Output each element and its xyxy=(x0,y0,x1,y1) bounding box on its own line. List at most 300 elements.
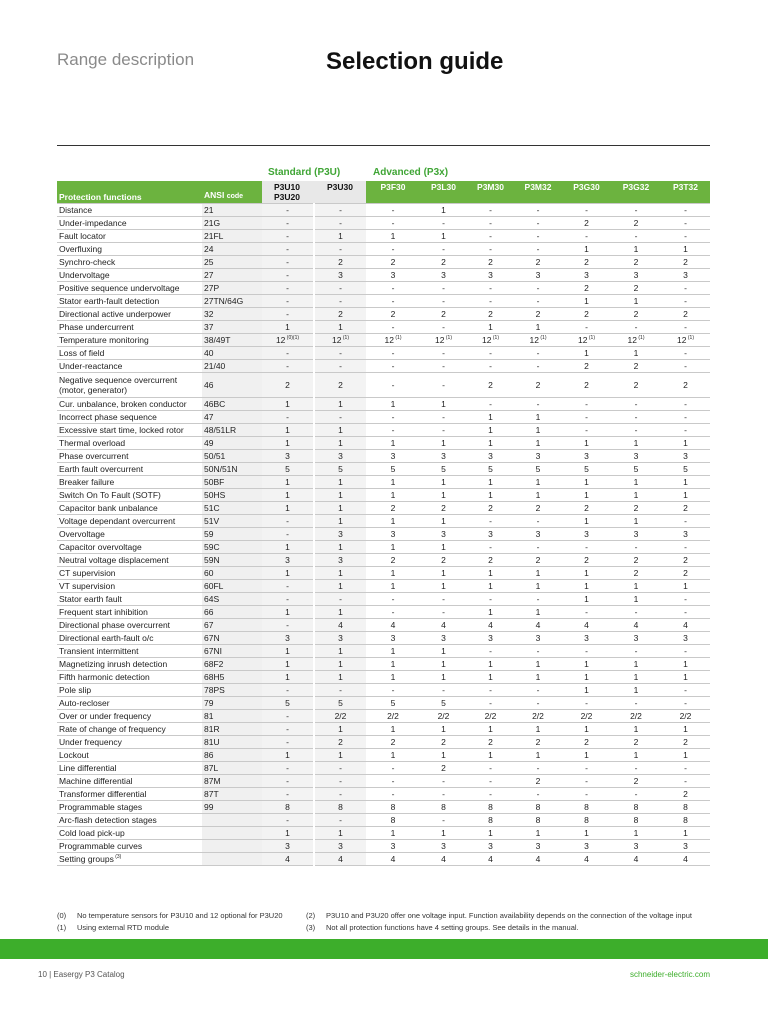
table-row xyxy=(57,243,710,256)
value-cell xyxy=(420,450,467,463)
cell-value: 1 xyxy=(584,750,589,760)
cell-value: 1 xyxy=(285,438,290,448)
cell-value: - xyxy=(634,542,638,552)
cell-value: 1 xyxy=(390,231,396,241)
value-cell xyxy=(661,360,710,373)
cell-value: 2 xyxy=(441,309,446,319)
value-cell xyxy=(661,749,710,762)
cell-value: - xyxy=(684,361,687,371)
value-cell xyxy=(611,671,661,684)
value-cell xyxy=(314,593,366,606)
value-cell xyxy=(514,308,562,321)
function-name-cell xyxy=(57,515,202,528)
cell-value: 3 xyxy=(441,841,446,851)
model-label: P3M30 xyxy=(477,182,504,192)
value-cell xyxy=(611,749,661,762)
function-name: Undervoltage xyxy=(59,270,110,280)
cell-value: - xyxy=(684,322,687,332)
value-cell xyxy=(467,541,514,554)
value-cell xyxy=(562,788,611,801)
cell-value: 2 xyxy=(633,555,639,565)
value-cell xyxy=(467,606,514,619)
cell-value: 5 xyxy=(584,464,589,474)
value-cell xyxy=(562,723,611,736)
model-label: P3G32 xyxy=(622,182,650,192)
value-cell xyxy=(562,762,611,775)
value-cell xyxy=(420,489,467,502)
cell-value: 2 xyxy=(633,361,639,371)
value-cell xyxy=(467,801,514,814)
cell-value: 1 xyxy=(488,438,493,448)
value-cell xyxy=(467,204,514,217)
value-cell xyxy=(562,476,611,489)
value-cell xyxy=(562,853,611,866)
cell-value: 1 xyxy=(441,724,446,734)
cell-value: 5 xyxy=(285,464,290,474)
function-name-cell xyxy=(57,853,202,866)
table-row xyxy=(57,606,710,619)
function-name-cell xyxy=(57,476,202,489)
cell-value: 2 xyxy=(338,737,343,747)
cell-value: 2 xyxy=(535,555,541,565)
value-cell xyxy=(562,217,611,230)
cell-value: 1 xyxy=(584,296,589,306)
table-row xyxy=(57,424,710,437)
value-cell xyxy=(562,269,611,282)
cell-value: - xyxy=(442,412,445,422)
function-name: Phase undercurrent xyxy=(59,322,134,332)
cell-value: - xyxy=(442,218,445,228)
value-cell xyxy=(562,450,611,463)
value-cell xyxy=(420,658,467,671)
footnote-marker: (1) xyxy=(491,335,499,342)
value-cell xyxy=(420,606,467,619)
table-row xyxy=(57,541,710,554)
cell-value: 5 xyxy=(633,464,639,474)
value-cell xyxy=(314,411,366,424)
cell-value: 1 xyxy=(683,828,688,838)
cell-value: 2 xyxy=(584,380,589,390)
cell-value: - xyxy=(634,322,638,332)
cell-value: 2 xyxy=(441,763,446,773)
table-row xyxy=(57,256,710,269)
value-cell xyxy=(562,515,611,528)
cell-value: 3 xyxy=(285,451,290,461)
cell-value: 2 xyxy=(584,503,589,513)
value-cell xyxy=(661,321,710,334)
cell-value: 1 xyxy=(584,477,589,487)
function-name-cell xyxy=(57,710,202,723)
cell-value: - xyxy=(536,399,540,409)
cell-value: 1 xyxy=(390,477,396,487)
value-cell xyxy=(611,334,661,347)
value-cell xyxy=(661,554,710,567)
cell-value: 2/2 xyxy=(387,711,399,721)
cell-value: 3 xyxy=(535,270,541,280)
cell-value: 1 xyxy=(633,594,639,604)
value-cell xyxy=(611,736,661,749)
value-cell xyxy=(467,658,514,671)
cell-value: 1 xyxy=(441,542,446,552)
value-cell xyxy=(562,308,611,321)
cell-value: - xyxy=(339,789,342,799)
cell-value: 2/2 xyxy=(679,711,692,721)
value-cell xyxy=(467,230,514,243)
value-cell xyxy=(366,606,420,619)
value-cell xyxy=(366,528,420,541)
model-header-p3l30 xyxy=(420,181,467,204)
cell-value: 3 xyxy=(338,841,343,851)
function-name-cell xyxy=(57,632,202,645)
cell-value: - xyxy=(339,594,342,604)
cell-value: 1 xyxy=(390,399,396,409)
cell-value: 1 xyxy=(584,438,589,448)
cell-value: 5 xyxy=(488,464,493,474)
value-cell xyxy=(262,437,314,450)
cell-value: 1 xyxy=(535,581,541,591)
cell-value: - xyxy=(585,425,588,435)
cell-value: - xyxy=(634,763,638,773)
value-cell xyxy=(562,645,611,658)
note-number: (1) xyxy=(57,923,67,932)
value-cell xyxy=(661,697,710,710)
cell-value: 1 xyxy=(338,581,343,591)
value-cell xyxy=(611,840,661,853)
value-cell xyxy=(467,619,514,632)
cell-value: 5 xyxy=(535,464,541,474)
value-cell xyxy=(314,775,366,788)
cell-value: - xyxy=(286,711,289,721)
value-cell xyxy=(366,243,420,256)
footnote-marker: (1) xyxy=(393,335,402,342)
cell-value: 4 xyxy=(535,854,541,864)
cell-value: 1 xyxy=(584,672,589,682)
cell-value: 1 xyxy=(584,348,589,358)
cell-value: 1 xyxy=(535,724,541,734)
footnote-marker: (1) xyxy=(444,335,452,342)
table-row xyxy=(57,269,710,282)
value-cell xyxy=(611,801,661,814)
value-cell xyxy=(366,489,420,502)
value-cell xyxy=(562,347,611,360)
value-cell xyxy=(314,463,366,476)
value-cell xyxy=(514,463,562,476)
ansi-code-cell: 32 xyxy=(202,308,262,321)
cell-value: 12 xyxy=(529,335,539,345)
cell-value: 3 xyxy=(535,841,541,851)
function-name: Directional earth-fault o/c xyxy=(59,633,154,643)
cell-value: 1 xyxy=(683,581,688,591)
ansi-code-cell xyxy=(202,814,262,827)
cell-value: 1 xyxy=(633,516,639,526)
function-name-cell xyxy=(57,814,202,827)
cell-value: - xyxy=(634,399,638,409)
value-cell xyxy=(562,243,611,256)
function-name: Directional phase overcurrent xyxy=(59,620,171,630)
value-cell xyxy=(514,334,562,347)
value-cell xyxy=(314,373,366,398)
function-name: Transient intermittent xyxy=(59,646,139,656)
value-cell xyxy=(262,217,314,230)
value-cell xyxy=(366,347,420,360)
value-cell xyxy=(661,347,710,360)
ansi-code-cell: 64S xyxy=(202,593,262,606)
value-cell xyxy=(420,736,467,749)
value-cell xyxy=(562,528,611,541)
value-cell xyxy=(514,840,562,853)
value-cell xyxy=(467,243,514,256)
cell-value: - xyxy=(286,361,289,371)
cell-value: 3 xyxy=(488,270,493,280)
cell-value: 4 xyxy=(633,854,639,864)
value-cell xyxy=(514,476,562,489)
cell-value: - xyxy=(339,244,342,254)
cell-value: 1 xyxy=(390,672,396,682)
value-cell xyxy=(514,541,562,554)
function-name: Machine differential xyxy=(59,776,133,786)
value-cell xyxy=(366,437,420,450)
ansi-code-cell: 50/51 xyxy=(202,450,262,463)
function-name: Neutral voltage displacement xyxy=(59,555,169,565)
cell-value: 8 xyxy=(535,815,541,825)
value-cell xyxy=(514,762,562,775)
cell-value: 1 xyxy=(285,672,290,682)
function-name: Overvoltage xyxy=(59,529,105,539)
value-cell xyxy=(420,827,467,840)
value-cell xyxy=(562,541,611,554)
cell-value: - xyxy=(536,348,540,358)
cell-value: - xyxy=(339,685,342,695)
value-cell xyxy=(262,411,314,424)
value-cell xyxy=(366,334,420,347)
table-row xyxy=(57,334,710,347)
value-cell xyxy=(420,593,467,606)
value-cell xyxy=(661,723,710,736)
cell-value: 2 xyxy=(683,257,688,267)
value-cell xyxy=(467,437,514,450)
value-cell xyxy=(420,321,467,334)
value-cell xyxy=(514,606,562,619)
cell-value: - xyxy=(585,542,588,552)
value-cell xyxy=(262,827,314,840)
cell-value: 1 xyxy=(535,607,541,617)
cell-value: 1 xyxy=(488,322,493,332)
cell-value: - xyxy=(585,322,588,332)
table-row xyxy=(57,580,710,593)
value-cell xyxy=(611,411,661,424)
value-cell xyxy=(314,282,366,295)
value-cell xyxy=(467,697,514,710)
table-row xyxy=(57,814,710,827)
cell-value: 1 xyxy=(633,244,639,254)
value-cell xyxy=(366,736,420,749)
cell-value: - xyxy=(536,244,540,254)
cell-value: - xyxy=(286,594,289,604)
function-name: CT supervision xyxy=(59,568,116,578)
cell-value: 8 xyxy=(488,802,493,812)
value-cell xyxy=(420,295,467,308)
value-cell xyxy=(467,814,514,827)
cell-value: - xyxy=(585,399,588,409)
cell-value: - xyxy=(286,737,289,747)
cell-value: 8 xyxy=(441,802,446,812)
function-name: Cur. unbalance, broken conductor xyxy=(59,399,187,409)
function-name-cell xyxy=(57,619,202,632)
value-cell xyxy=(262,788,314,801)
footer-website-link[interactable]: schneider-electric.com xyxy=(629,970,710,979)
ansi-code-cell: 21FL xyxy=(202,230,262,243)
value-cell xyxy=(467,775,514,788)
value-cell xyxy=(314,853,366,866)
value-cell xyxy=(467,788,514,801)
cell-value: 2 xyxy=(535,737,541,747)
value-cell xyxy=(514,204,562,217)
value-cell xyxy=(611,814,661,827)
ansi-code-cell: 81R xyxy=(202,723,262,736)
cell-value: 1 xyxy=(285,425,290,435)
cell-value: 2 xyxy=(584,361,589,371)
cell-value: - xyxy=(684,205,687,215)
value-cell xyxy=(611,528,661,541)
cell-value: 1 xyxy=(338,646,343,656)
range-description: Range description xyxy=(57,50,195,69)
value-cell xyxy=(314,321,366,334)
value-cell xyxy=(514,567,562,580)
cell-value: 1 xyxy=(535,490,541,500)
cell-value: 2 xyxy=(338,257,343,267)
value-cell xyxy=(514,243,562,256)
cell-value: 8 xyxy=(338,802,343,812)
note-item xyxy=(306,922,692,934)
function-name-cell xyxy=(57,502,202,515)
cell-value: 1 xyxy=(338,231,343,241)
value-cell xyxy=(467,762,514,775)
value-cell xyxy=(514,580,562,593)
model-label: P3U10 P3U20 xyxy=(274,182,300,202)
value-cell xyxy=(262,282,314,295)
value-cell xyxy=(262,243,314,256)
function-name-cell xyxy=(57,736,202,749)
value-cell xyxy=(514,632,562,645)
value-cell xyxy=(611,373,661,398)
notes-left xyxy=(57,910,283,934)
value-cell xyxy=(467,463,514,476)
ansi-code-cell: 87T xyxy=(202,788,262,801)
cell-value: - xyxy=(391,348,395,358)
ansi-code-cell: 79 xyxy=(202,697,262,710)
function-name: Programmable curves xyxy=(59,841,143,851)
table-row xyxy=(57,502,710,515)
cell-value: - xyxy=(442,322,445,332)
cell-value: - xyxy=(442,607,445,617)
ansi-header-label: ANSI xyxy=(204,190,225,200)
value-cell xyxy=(366,502,420,515)
value-cell xyxy=(514,360,562,373)
value-cell xyxy=(420,723,467,736)
cell-value: - xyxy=(489,283,492,293)
value-cell xyxy=(562,658,611,671)
model-label: P3G30 xyxy=(573,182,600,192)
cell-value: 2/2 xyxy=(484,711,497,721)
cell-value: 2 xyxy=(488,503,493,513)
value-cell xyxy=(467,723,514,736)
value-cell xyxy=(314,762,366,775)
cell-value: - xyxy=(585,646,588,656)
value-cell xyxy=(514,269,562,282)
function-name-cell xyxy=(57,204,202,217)
value-cell xyxy=(611,476,661,489)
value-cell xyxy=(366,593,420,606)
cell-value: 8 xyxy=(488,815,493,825)
value-cell xyxy=(262,360,314,373)
value-cell xyxy=(611,515,661,528)
cell-value: - xyxy=(286,218,289,228)
value-cell xyxy=(366,827,420,840)
value-cell xyxy=(661,489,710,502)
value-cell xyxy=(562,334,611,347)
model-header-p3f30 xyxy=(366,181,420,204)
value-cell xyxy=(420,580,467,593)
cell-value: 3 xyxy=(488,529,493,539)
cell-value: 1 xyxy=(683,724,688,734)
value-cell xyxy=(262,502,314,515)
value-cell xyxy=(262,321,314,334)
value-cell xyxy=(314,619,366,632)
value-cell xyxy=(514,295,562,308)
value-cell xyxy=(366,788,420,801)
table-row xyxy=(57,528,710,541)
cell-value: 12 xyxy=(627,335,637,345)
cell-value: 3 xyxy=(390,451,396,461)
cell-value: - xyxy=(489,594,492,604)
function-name: Capacitor bank unbalance xyxy=(59,503,158,513)
note-item xyxy=(306,910,692,922)
value-cell xyxy=(611,853,661,866)
cell-value: 2 xyxy=(338,309,343,319)
cell-value: - xyxy=(489,361,492,371)
value-cell xyxy=(314,606,366,619)
value-cell xyxy=(661,437,710,450)
cell-value: 1 xyxy=(338,607,343,617)
cell-value: 2 xyxy=(390,555,396,565)
value-cell xyxy=(467,476,514,489)
cell-value: 2 xyxy=(285,380,290,390)
cell-value: 4 xyxy=(338,620,343,630)
function-name: Synchro-check xyxy=(59,257,116,267)
cell-value: - xyxy=(585,698,588,708)
cell-value: 1 xyxy=(338,750,343,760)
cell-value: 1 xyxy=(390,581,396,591)
function-name-cell xyxy=(57,606,202,619)
value-cell xyxy=(611,827,661,840)
table-row xyxy=(57,321,710,334)
value-cell xyxy=(514,775,562,788)
value-cell xyxy=(420,334,467,347)
value-cell xyxy=(562,463,611,476)
cell-value: 5 xyxy=(338,698,343,708)
ansi-code-cell xyxy=(202,840,262,853)
table-row xyxy=(57,515,710,528)
value-cell xyxy=(661,541,710,554)
cell-value: - xyxy=(286,724,289,734)
note-text: P3U10 and P3U20 offer one voltage input. Function availability depends on the connection of the voltage input xyxy=(326,911,692,920)
value-cell xyxy=(262,723,314,736)
value-cell xyxy=(562,827,611,840)
table-row xyxy=(57,749,710,762)
ansi-code-cell: 40 xyxy=(202,347,262,360)
cell-value: 4 xyxy=(683,620,688,630)
cell-value: - xyxy=(489,542,492,552)
